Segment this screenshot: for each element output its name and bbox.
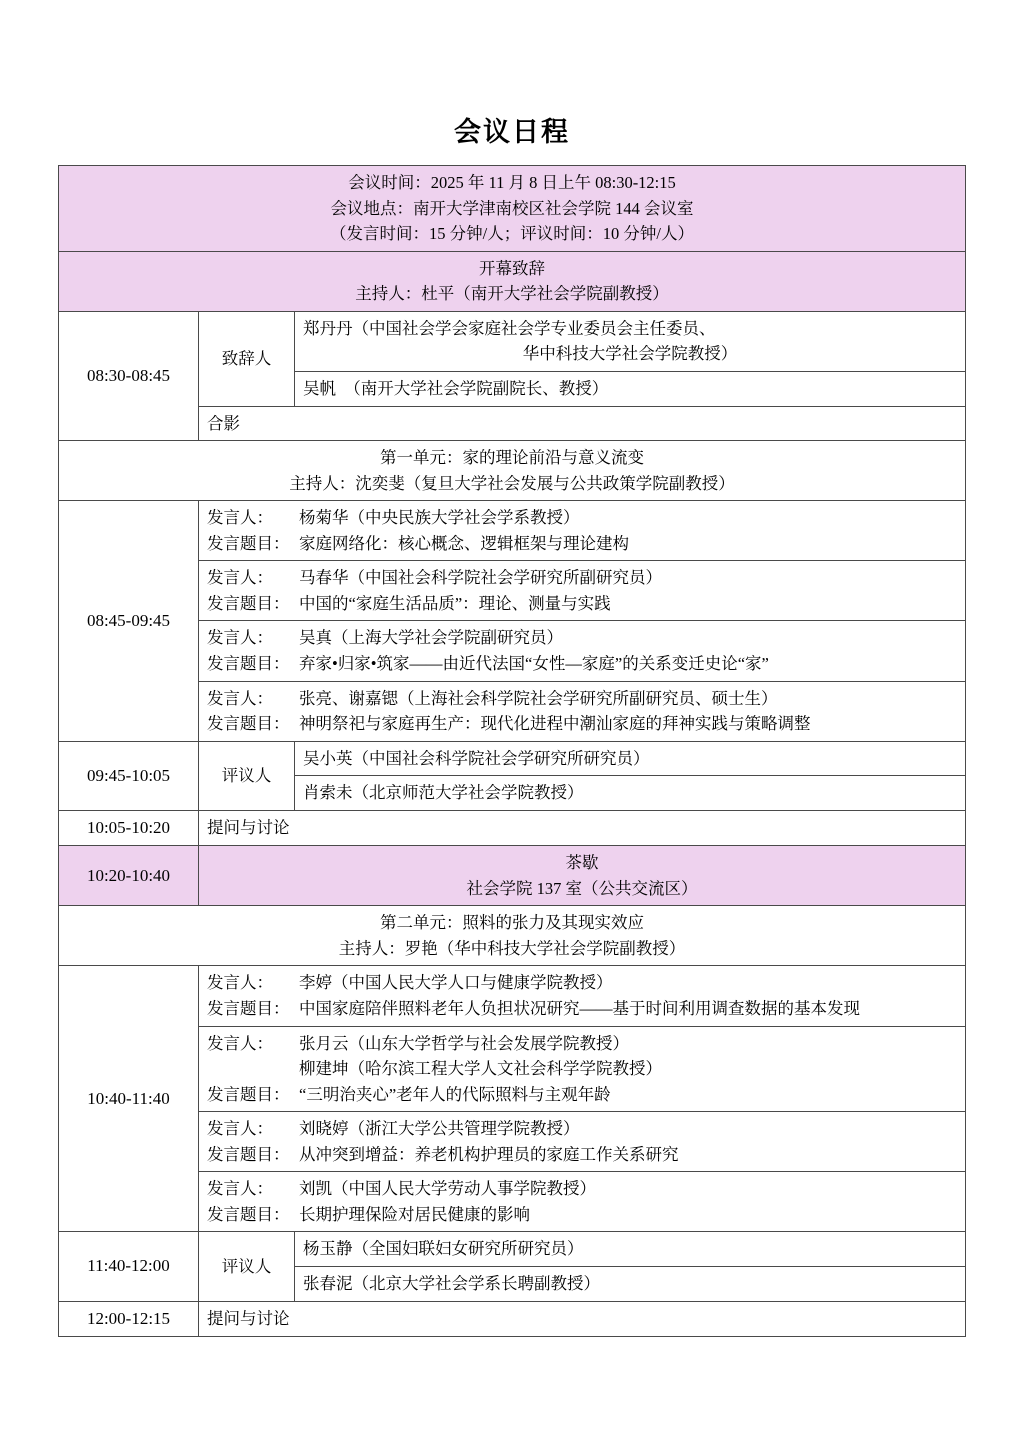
speaker-label: 发言人：	[207, 628, 273, 648]
table-row	[59, 1232, 966, 1267]
unit2-title: 第二单元：照料的张力及其现实效应	[380, 913, 644, 933]
topic-text: 弃家•归家•筑家——由近代法国“女性—家庭”的关系变迁史论“家”	[299, 654, 769, 673]
opening-header-cell	[59, 251, 966, 311]
time-slot-unit2-qa: 12:00-12:15	[59, 1301, 199, 1336]
agenda-table	[58, 165, 966, 1337]
unit2-session-2	[199, 1026, 966, 1112]
table-row	[59, 166, 966, 252]
unit2-header-cell	[59, 906, 966, 966]
table-row	[59, 501, 966, 561]
unit2-session-4	[199, 1172, 966, 1232]
time-slot-unit2-discussion: 11:40-12:00	[59, 1232, 199, 1301]
topic-label: 发言题目：	[207, 533, 290, 553]
speaker-label: 发言人：	[207, 688, 273, 708]
unit1-host: 主持人：沈奕斐（复旦大学社会发展与公共政策学院副教授）	[289, 473, 735, 493]
time-slot-unit1-discussion: 09:45-10:05	[59, 741, 199, 810]
speaker-name: 杨菊华（中央民族大学社会学系教授）	[299, 508, 580, 528]
role-discussant-unit1: 评议人	[199, 741, 295, 810]
meeting-time-line: 会议时间：2025 年 11 月 8 日上午 08:30-12:15	[348, 173, 676, 192]
unit2-discussant-1: 杨玉静（全国妇联妇女研究所研究员）	[295, 1232, 966, 1267]
unit2-session-1	[199, 966, 966, 1026]
unit1-session-3	[199, 621, 966, 681]
unit2-host: 主持人：罗艳（华中科技大学社会学院副教授）	[338, 938, 686, 958]
topic-text: 家庭网络化：核心概念、逻辑框架与理论建构	[299, 533, 629, 553]
topic-label: 发言题目：	[207, 654, 290, 673]
topic-label: 发言题目：	[207, 714, 290, 734]
table-row	[59, 251, 966, 311]
topic-text: 中国的“家庭生活品质”：理论、测量与实践	[299, 593, 611, 613]
topic-label: 发言题目：	[207, 1084, 290, 1104]
unit1-header-cell	[59, 441, 966, 501]
speaker-name: 张亮、谢嘉锶（上海社会科学院社会学研究所副研究员、硕士生）	[299, 688, 778, 708]
tea-break-cell	[199, 846, 966, 906]
table-row	[59, 1301, 966, 1336]
speaker-name: 马春华（中国社会科学院社会学研究所副研究员）	[299, 568, 662, 588]
unit1-session-4	[199, 681, 966, 741]
table-row	[59, 966, 966, 1026]
time-slot-tea-break: 10:20-10:40	[59, 846, 199, 906]
topic-label: 发言题目：	[207, 998, 290, 1018]
speaker-name: 张月云（山东大学哲学与社会发展学院教授）	[299, 1033, 629, 1053]
table-row	[59, 311, 966, 371]
unit1-qa-text: 提问与讨论	[199, 810, 966, 845]
time-slot-unit1: 08:45-09:45	[59, 501, 199, 742]
topic-text: 长期护理保险对居民健康的影响	[299, 1204, 530, 1224]
unit1-discussant-1: 吴小英（中国社会科学院社会学研究所研究员）	[295, 741, 966, 776]
opening-speaker-1-line1: 郑丹丹（中国社会学会家庭社会学专业委员会主任委员、	[303, 318, 716, 338]
topic-text: 神明祭祀与家庭再生产：现代化进程中潮汕家庭的拜神实践与策略调整	[299, 714, 811, 734]
opening-title: 开幕致辞	[479, 258, 545, 278]
role-opening-speaker: 致辞人	[199, 311, 295, 406]
table-row	[59, 906, 966, 966]
speaker-label: 发言人：	[207, 1033, 273, 1053]
table-row	[59, 441, 966, 501]
tea-break-title: 茶歇	[565, 853, 599, 873]
opening-host: 主持人：杜平（南开大学社会学院副教授）	[355, 284, 669, 304]
speaker-label: 发言人：	[207, 1179, 273, 1199]
unit2-qa-text: 提问与讨论	[199, 1301, 966, 1336]
unit2-session-3	[199, 1112, 966, 1172]
unit1-discussant-2: 肖索未（北京师范大学社会学院教授）	[295, 776, 966, 811]
speaker-name: 刘凯（中国人民大学劳动人事学院教授）	[299, 1179, 596, 1199]
opening-speaker-1-cell	[295, 311, 966, 371]
topic-text: 从冲突到增益：养老机构护理员的家庭工作关系研究	[299, 1144, 679, 1164]
unit1-session-2	[199, 561, 966, 621]
role-discussant-unit2: 评议人	[199, 1232, 295, 1301]
meeting-info-cell	[59, 166, 966, 252]
unit1-session-1	[199, 501, 966, 561]
table-row	[59, 810, 966, 845]
topic-label: 发言题目：	[207, 1204, 290, 1224]
group-photo-cell: 合影	[199, 406, 966, 441]
tea-break-location: 社会学院 137 室（公共交流区）	[466, 878, 698, 898]
meeting-place-line: 会议地点：南开大学津南校区社会学院 144 会议室	[330, 198, 694, 218]
unit2-discussant-2: 张春泥（北京大学社会学系长聘副教授）	[295, 1267, 966, 1302]
topic-text: “三明治夹心”老年人的代际照料与主观年龄	[299, 1084, 611, 1104]
speaker-label: 发言人：	[207, 973, 273, 993]
topic-label: 发言题目：	[207, 593, 290, 613]
time-slot-opening: 08:30-08:45	[59, 311, 199, 440]
time-slot-unit2: 10:40-11:40	[59, 966, 199, 1232]
table-row	[59, 846, 966, 906]
speaker-name: 吴真（上海大学社会学院副研究员）	[299, 628, 563, 648]
speaker-label: 发言人：	[207, 508, 273, 528]
speaker-label: 发言人：	[207, 568, 273, 588]
speaker-name: 李婷（中国人民大学人口与健康学院教授）	[299, 973, 613, 993]
opening-speaker-2-cell: 吴帆 （南开大学社会学院副院长、教授）	[295, 371, 966, 406]
speaker-name-2: 柳建坤（哈尔滨工程大学人文社会科学学院教授）	[299, 1059, 662, 1079]
unit1-title: 第一单元：家的理论前沿与意义流变	[380, 448, 644, 468]
time-slot-unit1-qa: 10:05-10:20	[59, 810, 199, 845]
topic-text: 中国家庭陪伴照料老年人负担状况研究——基于时间利用调查数据的基本发现	[299, 998, 860, 1018]
page-title: 会议日程	[454, 117, 570, 147]
topic-label: 发言题目：	[207, 1144, 290, 1164]
table-row	[59, 741, 966, 776]
meeting-duration-line: （发言时间：15 分钟/人；评议时间：10 分钟/人）	[330, 224, 694, 244]
opening-speaker-1-line2: 华中科技大学社会学院教授）	[522, 344, 738, 364]
speaker-label: 发言人：	[207, 1119, 273, 1139]
speaker-name: 刘晓婷（浙江大学公共管理学院教授）	[299, 1119, 580, 1139]
